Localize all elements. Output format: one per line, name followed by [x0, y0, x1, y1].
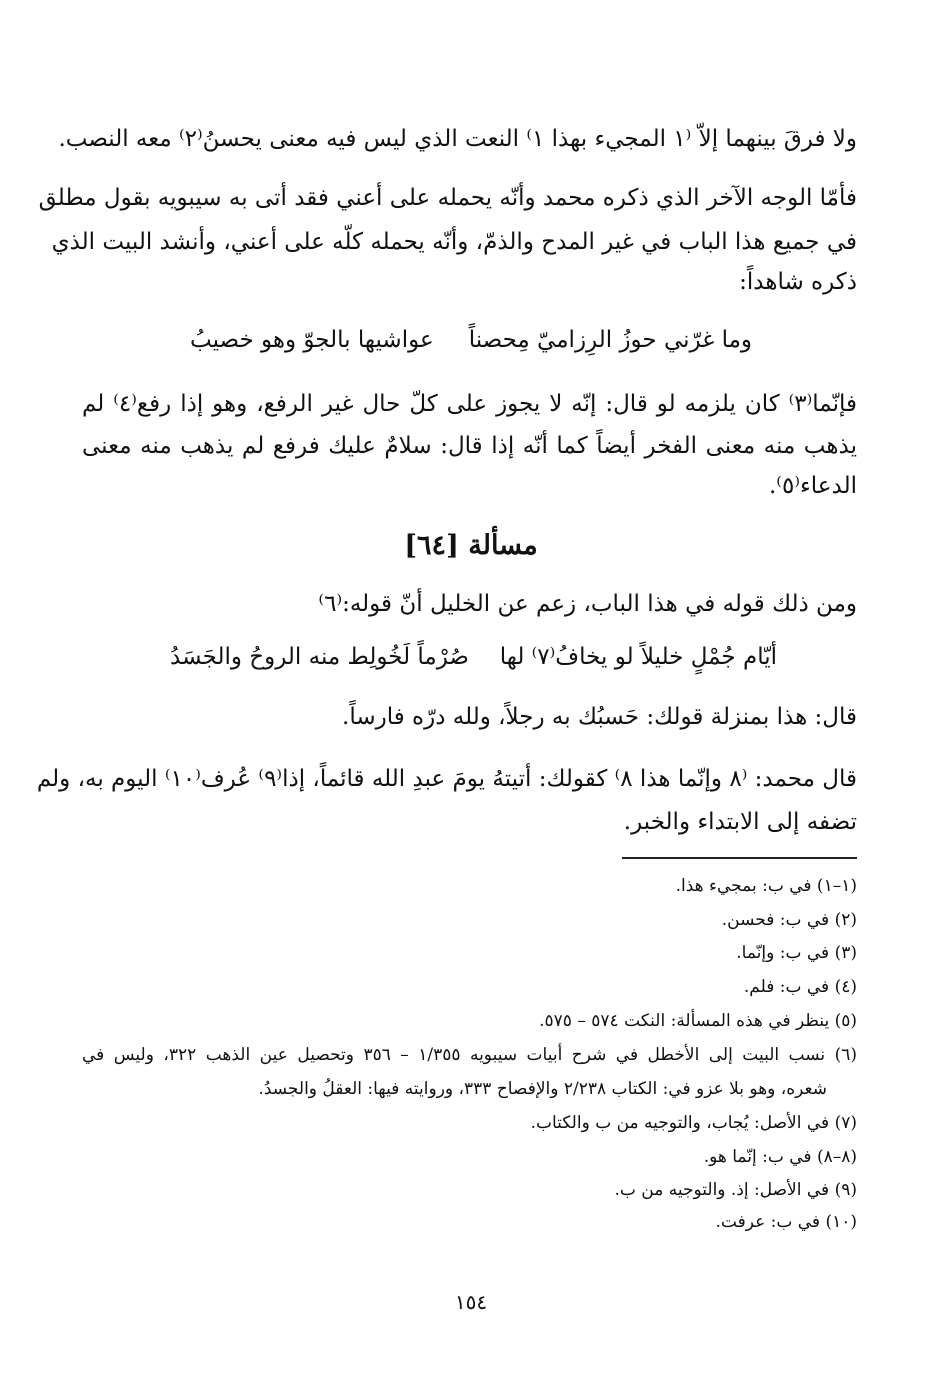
body-line-1: ولا فرقَ بينهما إلاّ ⁽١ المجيء بهذا ١⁾ النعت الذي ليس فيه معنى يحسنُ⁽٢⁾ معه النصب. — [58, 126, 857, 152]
body-line-5: فإنّما⁽٣⁾ كان يلزمه لو قال: إنّه لا يجوز على كلّ حال غير الرفع، وهو إذا رفع⁽٤⁾ لم — [82, 391, 857, 417]
verse-2-second-hemistich: صُرْماً لَخُولِط منه الروحُ والجَسَدُ — [170, 644, 469, 670]
footnote-6: (٦) نسب البيت إلى الأخطل في شرح أبيات سيبويه ١/٣٥٥ – ٣٥٦ وتحصيل عين الذهب ٣٢٢، وليس في — [82, 1045, 858, 1065]
body-line-8: ومن ذلك قوله في هذا الباب، زعم عن الخليل أنّ قوله:⁽٦⁾ — [318, 591, 857, 617]
body-line-9: قال: هذا بمنزلة قولك: حَسبُك به رجلاً، ولله درّه فارساً. — [342, 704, 857, 730]
body-line-6: يذهب منه معنى الفخر أيضاً كما أنّه إذا قال: سلامٌ عليك فرفع لم يذهب منه معنى — [82, 433, 857, 459]
body-line-2: فأمّا الوجه الآخر الذي ذكره محمد وأنّه يحمله على أعني فقد أتى به سيبويه بقول مطلق — [38, 185, 857, 211]
body-line-7: الدعاء⁽٥⁾. — [769, 473, 857, 499]
section-heading: مسألة [٦٤] — [404, 530, 538, 561]
footnote-2: (٢) في ب: فحسن. — [721, 910, 857, 930]
page-number: ١٥٤ — [454, 1290, 488, 1314]
footnote-4: (٤) في ب: فلم. — [743, 977, 857, 997]
verse-1-first-hemistich: وما غرّني حوزُ الرِزاميّ مِحصناً — [468, 327, 752, 353]
verse-2-first-hemistich: أيّام جُمْلٍ خليلاً لو يخافُ⁽٧⁾ لها — [499, 644, 777, 670]
footnote-6-continued: شعره، وهو بلا عزو في: الكتاب ٢/٢٣٨ والإفصاح ٣٣٣، وروايته فيها: العقلُ والجسدُ. — [258, 1079, 827, 1099]
body-line-4: ذكره شاهداً: — [739, 269, 857, 295]
body-line-3: في جميع هذا الباب في غير المدح والذمّ، وأنّه يحمله كلّه على أعني، وأنشد البيت الذي — [51, 229, 857, 255]
body-line-11: تضفه إلى الابتداء والخبر. — [623, 809, 857, 835]
footnote-10: (١٠) في ب: عرفت. — [715, 1212, 857, 1232]
footnote-9: (٩) في الأصل: إذ. والتوجيه من ب. — [614, 1180, 857, 1200]
footnote-1: (١–١) في ب: بمجيء هذا. — [675, 876, 857, 896]
footnote-3: (٣) في ب: وإنّما. — [736, 943, 857, 963]
footnote-7: (٧) في الأصل: يُجاب، والتوجيه من ب والكتاب. — [530, 1113, 857, 1133]
body-line-10: قال محمد: ⁽٨ وإنّما هذا ٨⁾ كقولك: أتيتهُ يومَ عبدِ الله قائماً، إذا⁽٩⁾ عُرف⁽١٠⁾ اليوم به، ولم — [36, 766, 857, 792]
footnote-5: (٥) ينظر في هذه المسألة: النكت ٥٧٤ – ٥٧٥. — [539, 1011, 857, 1031]
footnote-separator — [622, 857, 857, 859]
verse-1-second-hemistich: عواشيها بالجوّ وهو خصيبُ — [190, 327, 434, 353]
footnote-8: (٨–٨) في ب: إنّما هو. — [703, 1147, 857, 1167]
